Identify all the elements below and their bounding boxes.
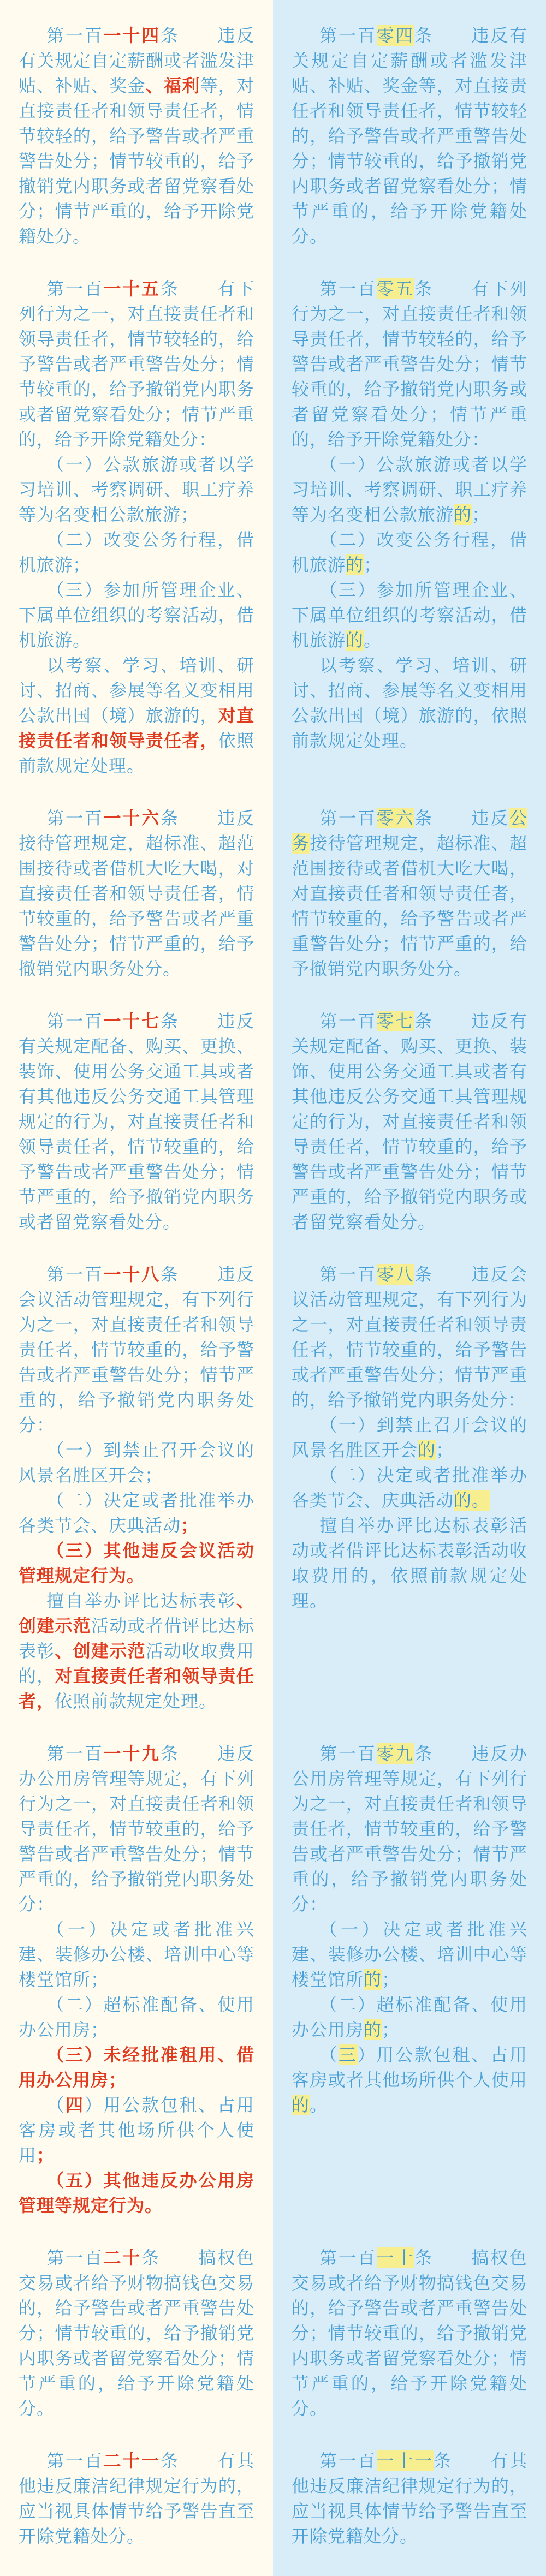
paragraph: [19, 527, 254, 577]
paragraph: [19, 1438, 254, 1488]
right-old-version-row-7: [273, 2245, 546, 2448]
right-old-version-row-6: [273, 1741, 546, 2245]
body-text: （三）参加所管理企业、下属单位组织的考察活动，借机旅游。: [19, 580, 254, 651]
revision-added-text: 一十五: [103, 278, 161, 299]
paragraph: [292, 806, 527, 981]
body-text: 接待管理规定，超标准、超范围接待或者借机大吃大喝，对直接责任者和领导责任者，情节较重的，给予警告或者严重警告处分；情节严重的，给予撤销党内职务处分。: [292, 833, 527, 979]
body-text: （一）到禁止召开会议的风景名胜区开会: [292, 1415, 527, 1460]
body-text: ）用公款包租、占用客房或者其他场所供个人使用: [19, 2095, 254, 2166]
body-text: [180, 2450, 218, 2471]
revision-added-text: 、创建示范: [55, 1641, 146, 1661]
body-text: ）用公款包租、占用客房或者其他场所供个人使用: [292, 2044, 527, 2090]
body-text: 第一百: [46, 1743, 104, 1764]
article-114: [19, 23, 254, 249]
paragraph: [292, 1412, 527, 1463]
highlighted-changed-text: 的: [418, 1440, 436, 1460]
revision-added-text: 一十四: [103, 25, 161, 46]
paragraph: [292, 1262, 527, 1412]
body-text: （二）决定或者批准举办各类节会、庆典活动: [19, 1490, 254, 1536]
body-text: 擅自举办评比达标表彰活动或者借评比达标表彰活动收取费用的，依照前款规定处理。: [292, 1515, 527, 1611]
body-text: 违反有关规定配备、购买、更换、装饰、使用公务交通工具或者有其他违反公务交通工具管理规定的行为，对直接责任者和领导责任者，情节较重的，给予警告或者严重警告处分；情节严重的，给予撤销党内职务或者留党察看处分。: [292, 1011, 527, 1232]
revision-added-text: 、福利: [145, 75, 200, 96]
paragraph: [292, 577, 527, 653]
body-text: 等，对直接责任者和领导责任者，情节较轻的，给予警告或者严重警告处分；情节较重的，给予撤销党内职务或者留党察看处分；情节严重的，给予开除党籍处分。: [19, 75, 254, 247]
body-text: 第一百: [319, 1743, 377, 1764]
body-text: 条: [160, 25, 180, 46]
article-116: [19, 806, 254, 981]
paragraph: [19, 1538, 254, 1588]
body-text: [434, 25, 472, 46]
left-new-version-row-1: [0, 0, 273, 276]
highlighted-changed-text: 的。: [454, 1490, 490, 1511]
revision-added-text: 一十八: [103, 1264, 161, 1285]
body-text: [180, 25, 218, 46]
revision-added-text: 一十九: [103, 1743, 161, 1764]
body-text: 有下列行为之一，对直接责任者和领导责任者，情节较轻的，给予警告或者严重警告处分；情节较重的，给予撤销党内职务或者留党察看处分；情节严重的，给予开除党籍处分：: [19, 278, 254, 450]
body-text: 第一百: [319, 2247, 377, 2268]
body-text: 条: [414, 1011, 434, 1031]
article-107: [292, 1009, 527, 1235]
paragraph: [292, 1992, 527, 2042]
highlighted-changed-text: 的: [292, 2095, 310, 2115]
right-old-version-row-5: [273, 1262, 546, 1741]
paragraph: [19, 2448, 254, 2549]
paragraph: [19, 1488, 254, 1538]
highlighted-changed-text: 零五: [376, 278, 415, 299]
body-text: （一）公款旅游或者以学习培训、考察调研、职工疗养等为名变相公款旅游: [292, 454, 527, 525]
body-text: 条: [160, 278, 180, 299]
paragraph: [19, 2092, 254, 2168]
paragraph: [19, 1917, 254, 1992]
highlighted-changed-text: 零四: [376, 25, 415, 46]
highlighted-changed-text: 零九: [376, 1743, 415, 1764]
body-text: [434, 1264, 472, 1285]
highlighted-changed-text: 的: [454, 504, 472, 525]
body-text: 活动或者借评比达标表彰: [19, 1615, 254, 1661]
body-text: [434, 808, 472, 828]
left-new-version-row-6: [0, 1741, 273, 2245]
article-104: [292, 23, 527, 249]
body-text: （二）超标准配备、使用办公用房: [292, 1994, 527, 2040]
body-text: 依照前款规定处理。: [19, 730, 254, 776]
highlighted-changed-text: 一十: [376, 2247, 415, 2268]
paragraph: [19, 1741, 254, 1917]
right-old-version-row-2: [273, 276, 546, 806]
body-text: 以考察、学习、培训、研讨、招商、参展等名义变相用公款出国（境）旅游的，: [19, 655, 254, 726]
body-text: 擅自举办评比达标表彰: [46, 1590, 236, 1611]
paragraph: [19, 653, 254, 778]
body-text: 搞权色交易或者给予财物搞钱色交易的，给予警告或者严重警告处分；情节较重的，给予撤销党内职务或者留党察看处分；情节严重的，给予开除党籍处分。: [292, 2247, 527, 2419]
body-text: [434, 1011, 472, 1031]
body-text: ；: [436, 1440, 454, 1460]
left-new-version-row-3: [0, 806, 273, 1009]
paragraph: [292, 1917, 527, 1992]
article-120: [19, 2245, 254, 2421]
body-text: 违反: [471, 808, 509, 828]
body-text: 条: [414, 25, 434, 46]
article-118: [19, 1262, 254, 1714]
right-old-version-row-8: [273, 2448, 546, 2576]
body-text: 条: [160, 1743, 180, 1764]
body-text: 依照前款规定处理。: [55, 1691, 217, 1712]
highlighted-changed-text: 的: [346, 554, 364, 575]
revision-added-text: 二十: [103, 2247, 142, 2268]
paragraph: [292, 2245, 527, 2421]
highlighted-changed-text: 零八: [376, 1264, 415, 1285]
paragraph: [19, 1588, 254, 1714]
body-text: [180, 808, 218, 828]
body-text: [453, 2450, 491, 2471]
paragraph: [19, 1009, 254, 1235]
body-text: （: [319, 2044, 339, 2065]
paragraph: [19, 577, 254, 653]
body-text: （: [46, 2095, 66, 2115]
body-text: 第一百: [319, 1011, 377, 1031]
paragraph: [292, 2448, 527, 2549]
revision-added-text: 四: [65, 2095, 85, 2115]
body-text: 条: [414, 1743, 434, 1764]
body-text: 有下列行为之一，对直接责任者和领导责任者，情节较轻的，给予警告或者严重警告处分；情节较重的，给予撤销党内职务或者留党察看处分；情节严重的，给予开除党籍处分：: [292, 278, 527, 450]
article-117: [19, 1009, 254, 1235]
body-text: ；: [382, 1969, 400, 1990]
highlighted-changed-text: 的: [364, 1969, 382, 1990]
revision-added-text: （三）未经批准租用、借用办公用房；: [19, 2044, 254, 2090]
body-text: 违反有关规定自定薪酬或者滥发津贴、补贴、奖金: [19, 25, 254, 96]
paragraph: [19, 276, 254, 452]
body-text: 第一百: [46, 2450, 104, 2471]
highlighted-changed-text: 三: [338, 2044, 358, 2065]
body-text: 第一百: [46, 808, 104, 828]
left-new-version-row-2: [0, 276, 273, 806]
body-text: （一）决定或者批准兴建、装修办公楼、培训中心等楼堂馆所: [292, 1919, 527, 1990]
body-text: 第一百: [319, 278, 377, 299]
body-text: （一）到禁止召开会议的风景名胜区开会；: [19, 1440, 254, 1486]
body-text: 第一百: [46, 25, 104, 46]
body-text: [434, 278, 472, 299]
paragraph: [19, 2168, 254, 2218]
revision-added-text: 一十七: [103, 1011, 161, 1031]
body-text: 以考察、学习、培训、研讨、招商、参展等名义变相用公款出国（境）旅游的，依照前款规定处理。: [292, 655, 527, 751]
body-text: 第一百: [46, 2247, 104, 2268]
article-106: [292, 806, 527, 981]
highlighted-changed-text: 公务: [292, 808, 527, 854]
article-110: [292, 2245, 527, 2421]
body-text: （一）决定或者批准兴建、装修办公楼、培训中心等楼堂馆所；: [19, 1919, 254, 1990]
body-text: 第一百: [46, 1264, 104, 1285]
body-text: （二）决定或者批准举办各类节会、庆典活动: [292, 1465, 527, 1511]
paragraph: [19, 1992, 254, 2042]
body-text: 条: [160, 2450, 180, 2471]
body-text: ；: [472, 504, 490, 525]
body-text: 违反会议活动管理规定，有下列行为之一，对直接责任者和领导责任者，情节较重的，给予警告或者严重警告处分；情节严重的，给予撤销党内职务处分：: [19, 1264, 254, 1435]
paragraph: [292, 527, 527, 577]
body-text: 活动收取费用的，: [19, 1641, 254, 1686]
paragraph: [19, 23, 254, 249]
revision-added-text: 一十六: [103, 808, 161, 828]
body-text: [180, 278, 218, 299]
paragraph: [292, 452, 527, 527]
body-text: 条: [414, 1264, 434, 1285]
body-text: 。: [364, 630, 382, 651]
body-text: 有其他违反廉洁纪律规定行为的，应当视具体情节给予警告直至开除党籍处分。: [19, 2450, 254, 2547]
body-text: 条: [141, 2247, 161, 2268]
body-text: [161, 2247, 199, 2268]
article-119: [19, 1741, 254, 2218]
paragraph: [19, 2042, 254, 2092]
body-text: ；: [364, 554, 382, 575]
body-text: 。: [310, 2095, 328, 2115]
body-text: [434, 2247, 472, 2268]
body-text: 条: [414, 278, 434, 299]
body-text: ；: [382, 2019, 400, 2040]
paragraph: [19, 2245, 254, 2421]
paragraph: [19, 806, 254, 981]
body-text: 第一百: [319, 25, 377, 46]
left-new-version-row-4: [0, 1009, 273, 1262]
revision-added-text: （五）其他违反办公用房管理等规定行为。: [19, 2170, 254, 2216]
body-text: 第一百: [319, 1264, 377, 1285]
article-115: [19, 276, 254, 778]
paragraph: [292, 1741, 527, 1917]
article-108: [292, 1262, 527, 1613]
body-text: [434, 1743, 472, 1764]
body-text: 违反会议活动管理规定，有下列行为之一，对直接责任者和领导责任者，情节较重的，给予警告或者严重警告处分；情节严重的，给予撤销党内职务处分：: [292, 1264, 527, 1410]
paragraph: [19, 452, 254, 527]
paragraph: [292, 1009, 527, 1235]
body-text: [180, 1743, 218, 1764]
body-text: （二）超标准配备、使用办公用房；: [19, 1994, 254, 2040]
paragraph: [292, 2042, 527, 2118]
body-text: 违反接待管理规定，超标准、超范围接待或者借机大吃大喝，对直接责任者和领导责任者，情节较重的，给予警告或者严重警告处分；情节严重的，给予撤销党内职务处分。: [19, 808, 254, 979]
revision-added-text: 对直接责任者和领导责任者，: [19, 1666, 254, 1712]
revision-added-text: 、创建示范: [19, 1590, 254, 1636]
paragraph: [292, 1513, 527, 1613]
paragraph: [292, 1463, 527, 1513]
paragraph: [292, 653, 527, 753]
highlighted-changed-text: 的: [364, 2019, 382, 2040]
right-old-version-row-3: [273, 806, 546, 1009]
left-new-version-row-8: [0, 2448, 273, 2576]
body-text: 第一百: [319, 808, 377, 828]
revision-added-text: 二十一: [103, 2450, 161, 2471]
body-text: 违反办公用房管理等规定，有下列行为之一，对直接责任者和领导责任者，情节较重的，给予警告或者严重警告处分；情节严重的，给予撤销党内职务处分：: [292, 1743, 527, 1915]
left-new-version-row-5: [0, 1262, 273, 1741]
body-text: 违反有关规定自定薪酬或者滥发津贴、补贴、奖金等，对直接责任者和领导责任者，情节较轻的，给予警告或者严重警告处分；情节较重的，给予撤销党内职务或者留党察看处分；情节严重的，给予开除党籍处分。: [292, 25, 527, 247]
body-text: 搞权色交易或者给予财物搞钱色交易的，给予警告或者严重警告处分；情节较重的，给予撤销党内职务或者留党察看处分；情节严重的，给予开除党籍处分。: [19, 2247, 254, 2419]
right-old-version-row-4: [273, 1009, 546, 1262]
right-old-version-row-1: [273, 0, 546, 276]
body-text: 条: [414, 808, 434, 828]
revision-added-text: ；: [37, 2145, 55, 2166]
body-text: 条: [414, 2247, 434, 2268]
article-111: [292, 2448, 527, 2549]
revision-added-text: 对直接责任者和领导责任者，: [19, 705, 254, 751]
highlighted-changed-text: 零七: [376, 1011, 415, 1031]
paragraph: [292, 23, 527, 249]
body-text: 违反办公用房管理等规定，有下列行为之一，对直接责任者和领导责任者，情节较重的，给予警告或者严重警告处分；情节严重的，给予撤销党内职务处分：: [19, 1743, 254, 1915]
article-121: [19, 2448, 254, 2549]
left-new-version-row-7: [0, 2245, 273, 2448]
body-text: 条: [160, 1011, 180, 1031]
highlighted-changed-text: 零六: [376, 808, 415, 828]
body-text: 第一百: [46, 1011, 104, 1031]
body-text: [180, 1011, 218, 1031]
paragraph: [19, 1262, 254, 1438]
revision-added-text: （三）其他违反会议活动管理规定行为。: [19, 1540, 254, 1586]
body-text: （二）改变公务行程，借机旅游: [292, 529, 527, 575]
body-text: （一）公款旅游或者以学习培训、考察调研、职工疗养等为名变相公款旅游；: [19, 454, 254, 525]
article-105: [292, 276, 527, 753]
highlighted-changed-text: 的: [346, 630, 364, 651]
body-text: 违反有关规定配备、购买、更换、装饰、使用公务交通工具或者有其他违反公务交通工具管理规定的行为，对直接责任者和领导责任者，情节较重的，给予警告或者严重警告处分；情节严重的，给予撤销党内职务或者留党察看处分。: [19, 1011, 254, 1232]
body-text: 第一百: [319, 2450, 377, 2471]
body-text: 第一百: [46, 278, 104, 299]
article-109: [292, 1741, 527, 2118]
revision-added-text: ；: [181, 1515, 199, 1536]
body-text: [180, 1264, 218, 1285]
paragraph: [292, 276, 527, 452]
body-text: 条: [160, 1264, 180, 1285]
body-text: （三）参加所管理企业、下属单位组织的考察活动，借机旅游: [292, 580, 527, 651]
body-text: （二）改变公务行程，借机旅游；: [19, 529, 254, 575]
highlighted-changed-text: 一十一: [376, 2450, 434, 2471]
body-text: 条: [160, 808, 180, 828]
body-text: 有其他违反廉洁纪律规定行为的，应当视具体情节给予警告直至开除党籍处分。: [292, 2450, 527, 2547]
body-text: 条: [433, 2450, 453, 2471]
